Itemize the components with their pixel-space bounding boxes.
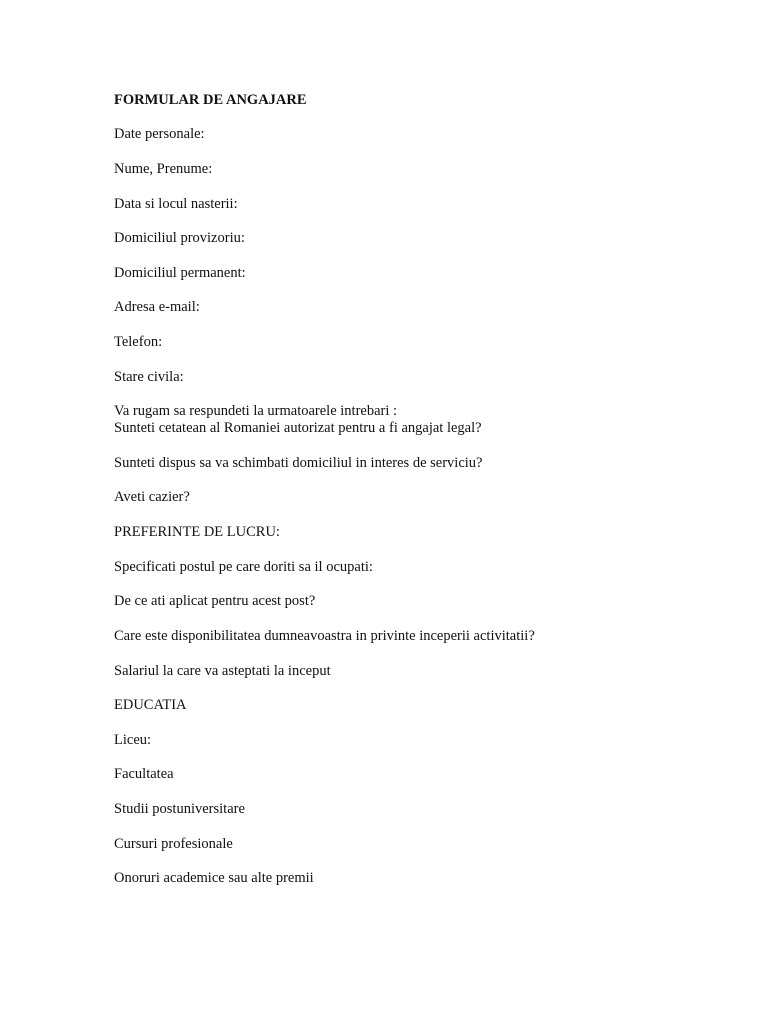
preference-availability: Care este disponibilitatea dumneavoastra in privinte inceperii activitatii?: [114, 628, 535, 644]
preference-position: Specificati postul pe care doriti sa il ocupati:: [114, 559, 373, 575]
question-criminal-record: Aveti cazier?: [114, 489, 190, 505]
question-relocation: Sunteti dispus sa va schimbati domiciliul in interes de serviciu?: [114, 455, 483, 471]
document-title: FORMULAR DE ANGAJARE: [114, 92, 307, 108]
education-heading: EDUCATIA: [114, 697, 187, 713]
field-birth: Data si locul nasterii:: [114, 196, 238, 212]
education-postgraduate: Studii postuniversitare: [114, 801, 245, 817]
preference-reason: De ce ati aplicat pentru acest post?: [114, 593, 316, 609]
preferences-heading: PREFERINTE DE LUCRU:: [114, 524, 280, 540]
field-perm-address: Domiciliul permanent:: [114, 265, 246, 281]
education-faculty: Facultatea: [114, 766, 174, 782]
education-highschool: Liceu:: [114, 732, 152, 748]
field-civil-status: Stare civila:: [114, 369, 184, 385]
field-name: Nume, Prenume:: [114, 161, 213, 177]
field-email: Adresa e-mail:: [114, 299, 200, 315]
personal-data-heading: Date personale:: [114, 126, 205, 142]
field-temp-address: Domiciliul provizoriu:: [114, 230, 245, 246]
education-honors: Onoruri academice sau alte premii: [114, 870, 314, 886]
education-courses: Cursuri profesionale: [114, 836, 233, 852]
question-citizenship: Sunteti cetatean al Romaniei autorizat pentru a fi angajat legal?: [114, 420, 482, 436]
preference-salary: Salariul la care va asteptati la inceput: [114, 663, 331, 679]
questions-intro: Va rugam sa respundeti la urmatoarele intrebari :: [114, 403, 398, 419]
field-phone: Telefon:: [114, 334, 163, 350]
